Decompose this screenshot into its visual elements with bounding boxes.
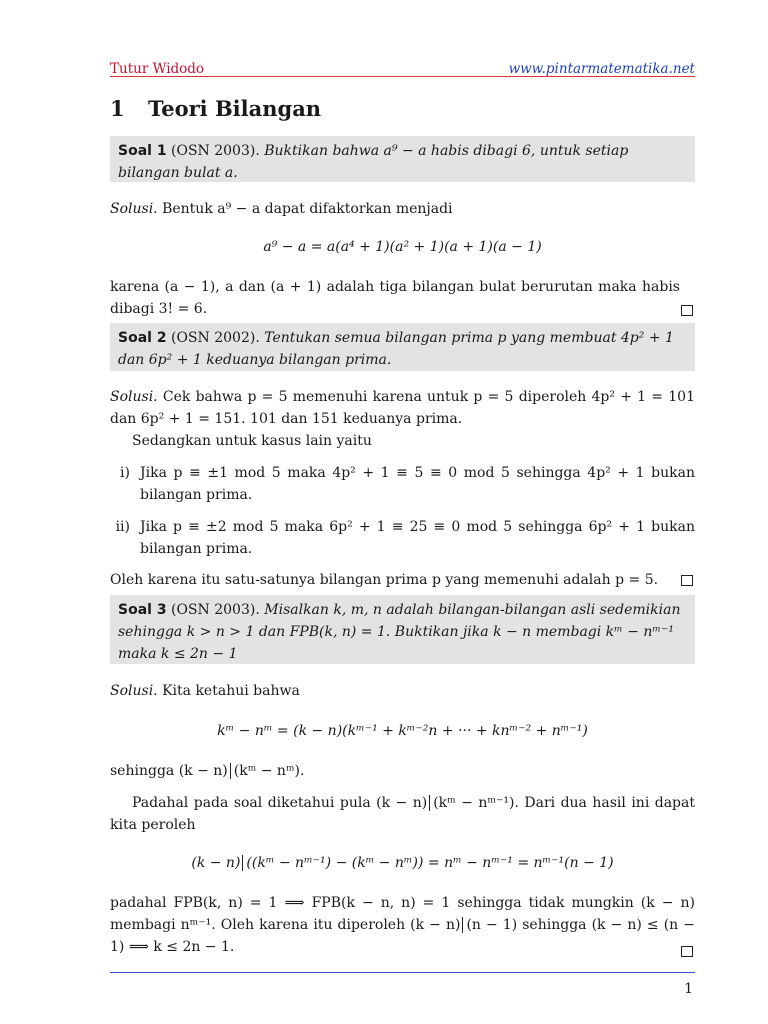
soal-2-solusi <box>110 386 695 430</box>
final-pre: padahal FPB(k, n) = 1 ⟹ FPB(k − n, n) = 1 sehingga tidak mungkin (k − n) membagi nᵐ⁻¹. Oleh karena itu diperoleh (k − n) <box>110 895 695 933</box>
soal-1-statement: Buktikan bahwa a⁹ − a habis dibagi 6, untuk setiap bilangan bulat a. <box>118 143 629 181</box>
soal-2-qed-icon <box>681 575 693 586</box>
soal-3-box <box>110 595 695 664</box>
equation-2-post: ((kᵐ − nᵐ⁻¹) − (kᵐ − nᵐ)) = nᵐ − nᵐ⁻¹ = nᵐ⁻¹(n − 1) <box>242 855 613 871</box>
case-marker: ii) <box>115 519 130 535</box>
soal-1-conclusion: karena (a − 1), a dan (a + 1) adalah tiga bilangan bulat berurutan maka habis dibagi 3! = 6. <box>110 279 680 317</box>
final-post: (n − 1) sehingga (k − n) ≤ (n − 1) ⟹ k ≤ 2n − 1. <box>110 917 695 955</box>
soal-2-statement: Tentukan semua bilangan prima p yang membuat 4p² + 1 dan 6p² + 1 keduanya bilangan prima. <box>118 330 674 368</box>
soal-2-case-intro: Sedangkan untuk kasus lain yaitu <box>132 433 372 449</box>
soal-1-equation: a⁹ − a = a(a⁴ + 1)(a² + 1)(a + 1)(a − 1) <box>263 239 542 255</box>
section-number: 1 <box>110 96 125 121</box>
footer-rule <box>110 972 695 973</box>
soal-3-equation-2 <box>110 852 695 874</box>
soal-3-qed-icon <box>681 946 693 957</box>
soal-2-case-1 <box>110 462 695 506</box>
header-author: Tutur Widodo <box>110 61 205 77</box>
soal-2-case-2 <box>110 516 695 560</box>
case-text: Jika p ≡ ±2 mod 5 maka 6p² + 1 ≡ 25 ≡ 0 mod 5 sehingga 6p² + 1 bukan bilangan prima. <box>140 519 695 557</box>
soal-1-label: Soal 1 <box>118 143 167 159</box>
paper-page <box>110 0 695 1024</box>
soal-2-conclusion: Oleh karena itu satu-satunya bilangan prima p yang memenuhi adalah p = 5. <box>110 572 659 588</box>
soal-3-equation-1: kᵐ − nᵐ = (k − n)(kᵐ⁻¹ + kᵐ⁻²n + ··· + knᵐ⁻² + nᵐ⁻¹) <box>217 723 588 739</box>
soal-3-line-2 <box>110 792 695 836</box>
soal-3-final <box>110 892 695 958</box>
soal-2-source: (OSN 2002). <box>171 330 260 346</box>
soal-2-box <box>110 323 695 371</box>
soal-1-qed-icon <box>681 305 693 316</box>
section-heading <box>110 98 321 120</box>
header-website-link[interactable]: www.pintarmatematika.net <box>508 61 695 77</box>
soal-3-solusi <box>110 680 695 702</box>
soal-3-solusi-label: Solusi. <box>110 683 158 699</box>
soal-1-solusi-label: Solusi. <box>110 201 158 217</box>
line-1-pre: sehingga (k − n) <box>110 763 228 779</box>
page-header <box>110 56 695 77</box>
section-title: Teori Bilangan <box>148 96 322 121</box>
line-1-post: (kᵐ − nᵐ). <box>230 763 305 779</box>
soal-1-solusi <box>110 198 695 220</box>
page-number: 1 <box>684 981 693 997</box>
soal-3-label: Soal 3 <box>118 602 167 618</box>
soal-3-source: (OSN 2003). <box>171 602 260 618</box>
soal-1-box <box>110 136 695 182</box>
line-2-post: (kᵐ − nᵐ⁻¹). Dari dua hasil ini dapat kita peroleh <box>110 795 695 833</box>
soal-2-solusi-label: Solusi. <box>110 389 158 405</box>
soal-2-label: Soal 2 <box>118 330 167 346</box>
line-2-pre: Padahal pada soal diketahui pula (k − n) <box>132 795 428 811</box>
equation-2-pre: (k − n) <box>191 855 241 871</box>
case-text: Jika p ≡ ±1 mod 5 maka 4p² + 1 ≡ 5 ≡ 0 mod 5 sehingga 4p² + 1 bukan bilangan prima. <box>140 465 695 503</box>
soal-3-line-1 <box>110 760 695 782</box>
case-marker: i) <box>120 465 130 481</box>
soal-3-solusi-intro: Kita ketahui bahwa <box>162 683 300 699</box>
soal-2-solusi-text: Cek bahwa p = 5 memenuhi karena untuk p = 5 diperoleh 4p² + 1 = 101 dan 6p² + 1 = 151. 101 dan 151 keduanya prima. <box>110 389 695 427</box>
soal-1-source: (OSN 2003). <box>171 143 260 159</box>
soal-3-statement: Misalkan k, m, n adalah bilangan-bilangan asli sedemikian sehingga k > n > 1 dan FPB(k, n) = 1. Buktikan jika k − n membagi kᵐ − nᵐ⁻¹ maka k ≤ 2n − 1 <box>118 602 681 662</box>
soal-1-solusi-intro: Bentuk a⁹ − a dapat difaktorkan menjadi <box>162 201 453 217</box>
